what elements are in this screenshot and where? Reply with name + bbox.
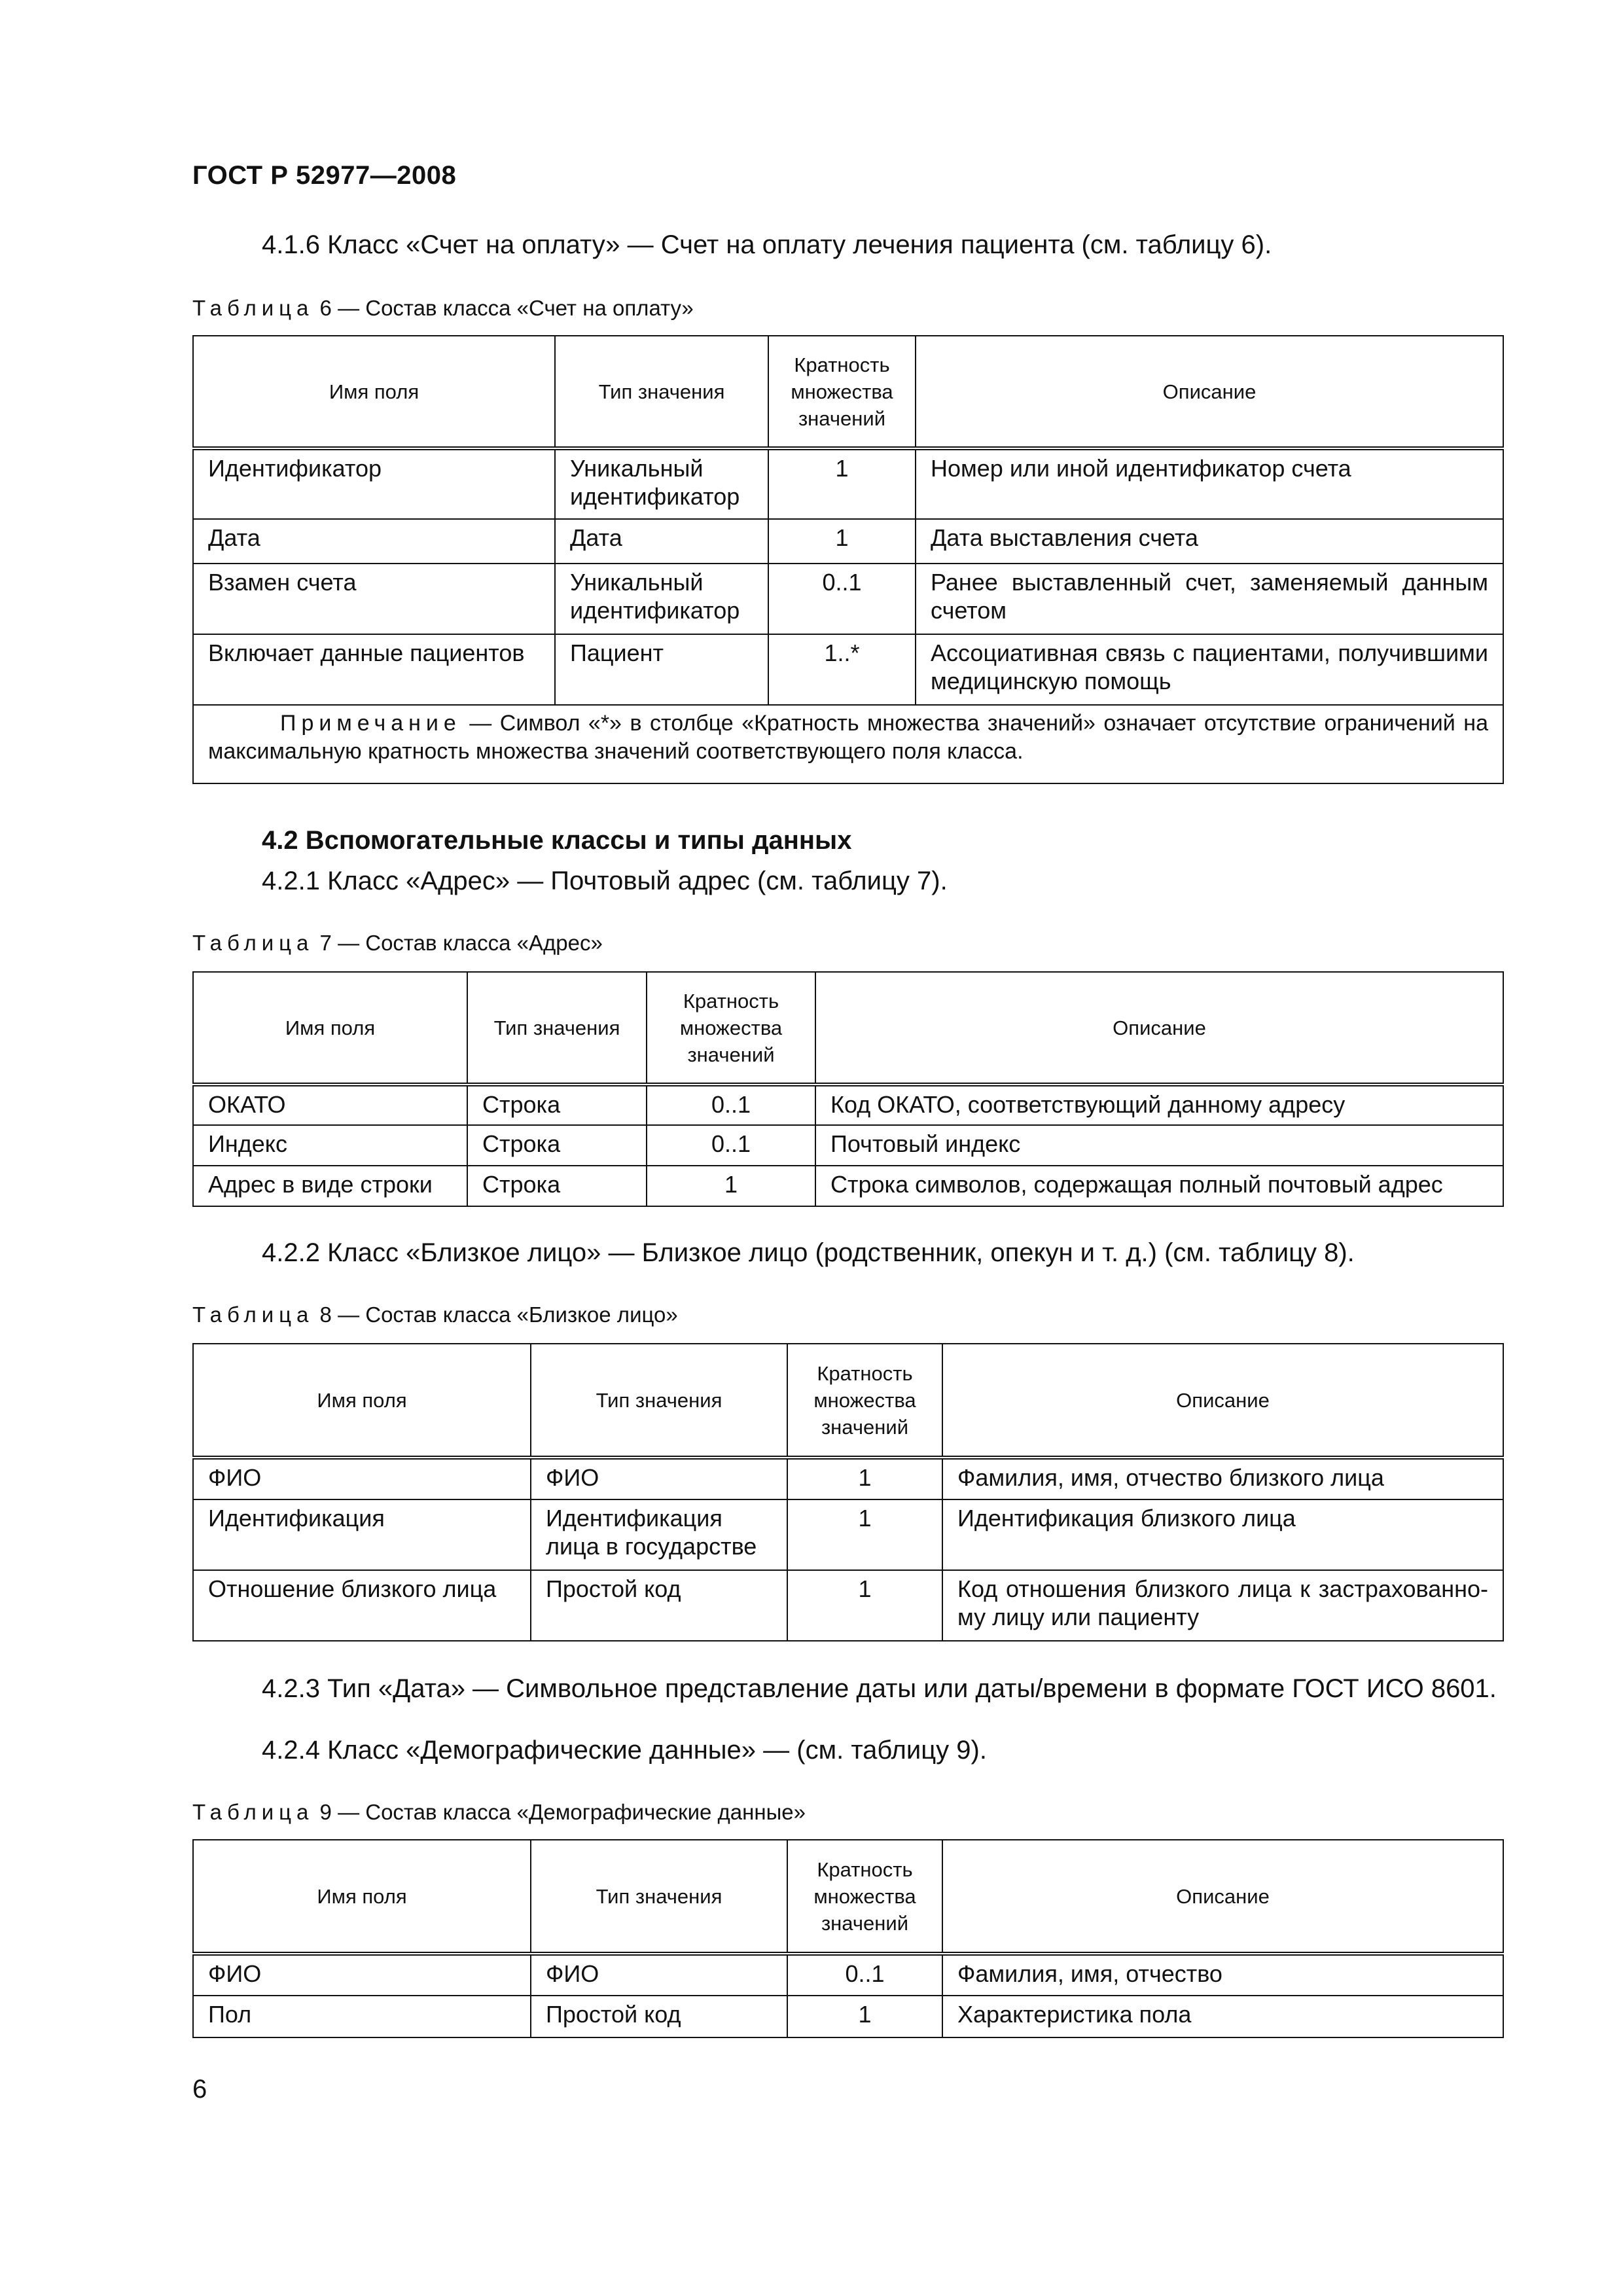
- table-caption-text: 6 — Состав класса «Счет на оплату»: [313, 296, 694, 320]
- table-row: [193, 519, 1503, 564]
- col-header-type: Тип значения: [467, 972, 647, 1085]
- cell-name: Взамен счета: [193, 564, 555, 634]
- cell-multiplicity: 1: [787, 1570, 942, 1641]
- table-8: [192, 1343, 1504, 1641]
- col-header-type: Тип значения: [531, 1344, 787, 1458]
- col-header-multiplicity: Кратность множества значений: [768, 336, 916, 448]
- cell-description: Номер или иной идентификатор счета: [916, 448, 1503, 519]
- document-standard-number: ГОСТ Р 52977—2008: [192, 161, 457, 190]
- cell-type: Идентификация лица в государстве: [531, 1499, 787, 1570]
- cell-name: ФИО: [193, 1954, 531, 1996]
- cell-description: Характеристика пола: [942, 1996, 1503, 2037]
- col-header-description: Описание: [815, 972, 1503, 1085]
- col-header-multiplicity: Кратность множества значений: [787, 1344, 942, 1458]
- cell-multiplicity: 1: [647, 1166, 815, 1206]
- cell-name: Дата: [193, 519, 555, 564]
- table-7: [192, 971, 1504, 1207]
- table-caption-text: 8 — Состав класса «Близкое лицо»: [313, 1302, 678, 1327]
- cell-type: Уникальный идентификатор: [555, 564, 768, 634]
- cell-multiplicity: 0..1: [647, 1085, 815, 1125]
- table-row: [193, 1458, 1503, 1499]
- col-header-type: Тип значения: [531, 1840, 787, 1954]
- cell-name: Включает данные пациентов: [193, 634, 555, 705]
- col-header-description: Описание: [942, 1344, 1503, 1458]
- cell-multiplicity: 1: [787, 1458, 942, 1499]
- cell-description: Ранее выставленный счет, заменяемый данным счетом: [916, 564, 1503, 634]
- table-header-row: [193, 1344, 1503, 1458]
- table-label: Таблица: [192, 1800, 314, 1824]
- cell-name: Адрес в виде строки: [193, 1166, 467, 1206]
- cell-description: Код ОКАТО, соответствующий данному адресу: [815, 1085, 1503, 1125]
- paragraph-4-2-1: 4.2.1 Класс «Адрес» — Почтовый адрес (см. таблицу 7).: [262, 867, 948, 895]
- cell-multiplicity: 0..1: [768, 564, 916, 634]
- cell-name: Индекс: [193, 1125, 467, 1166]
- col-header-multiplicity: Кратность множества значений: [647, 972, 815, 1085]
- table-row: [193, 1085, 1503, 1125]
- table-9-caption: [192, 1800, 806, 1825]
- page-number: 6: [192, 2075, 207, 2104]
- table-header-row: [193, 972, 1503, 1085]
- table-row: [193, 634, 1503, 705]
- table-8-caption: [192, 1302, 678, 1327]
- paragraph-4-2-3: 4.2.3 Тип «Дата» — Символьное представление даты или даты/времени в формате ГОСТ ИСО 8601.: [262, 1674, 1497, 1703]
- cell-name: Идентификация: [193, 1499, 531, 1570]
- cell-type: Дата: [555, 519, 768, 564]
- paragraph-4-2-2: 4.2.2 Класс «Близкое лицо» — Близкое лицо (родственник, опекун и т. д.) (см. таблицу 8).: [262, 1238, 1355, 1267]
- table-caption-text: 7 — Состав класса «Адрес»: [313, 931, 603, 955]
- cell-name: ОКАТО: [193, 1085, 467, 1125]
- cell-name: Пол: [193, 1996, 531, 2037]
- col-header-description: Описание: [916, 336, 1503, 448]
- cell-type: Простой код: [531, 1570, 787, 1641]
- note-label: Примечание: [280, 711, 461, 736]
- cell-type: Строка: [467, 1125, 647, 1166]
- table-row: [193, 448, 1503, 519]
- cell-name: ФИО: [193, 1458, 531, 1499]
- cell-multiplicity: 1: [787, 1996, 942, 2037]
- cell-description: Идентификация близкого лица: [942, 1499, 1503, 1570]
- col-header-multiplicity: Кратность множества значений: [787, 1840, 942, 1954]
- col-header-type: Тип значения: [555, 336, 768, 448]
- cell-multiplicity: 1: [768, 519, 916, 564]
- table-header-row: [193, 1840, 1503, 1954]
- paragraph-4-1-6: 4.1.6 Класс «Счет на оплату» — Счет на оплату лечения пациента (см. таблицу 6).: [262, 230, 1272, 259]
- col-header-name: Имя поля: [193, 1344, 531, 1458]
- table-row: [193, 1996, 1503, 2037]
- cell-multiplicity: 1: [768, 448, 916, 519]
- table-note-row: [193, 705, 1503, 783]
- col-header-name: Имя поля: [193, 1840, 531, 1954]
- cell-multiplicity: 1: [787, 1499, 942, 1570]
- cell-description: Строка символов, содержащая полный почтовый адрес: [815, 1166, 1503, 1206]
- table-label: Таблица: [192, 1302, 314, 1327]
- cell-name: Идентификатор: [193, 448, 555, 519]
- cell-multiplicity: 0..1: [787, 1954, 942, 1996]
- cell-name: Отношение близкого лица: [193, 1570, 531, 1641]
- cell-description: Дата выставления счета: [916, 519, 1503, 564]
- table-6-caption: [192, 296, 694, 321]
- cell-description: Фамилия, имя, отчество: [942, 1954, 1503, 1996]
- table-row: [193, 1499, 1503, 1570]
- cell-description: Фамилия, имя, отчество близкого лица: [942, 1458, 1503, 1499]
- table-row: [193, 1570, 1503, 1641]
- table-row: [193, 564, 1503, 634]
- table-header-row: [193, 336, 1503, 448]
- col-header-name: Имя поля: [193, 336, 555, 448]
- table-row: [193, 1166, 1503, 1206]
- cell-type: ФИО: [531, 1954, 787, 1996]
- table-6: [192, 335, 1504, 784]
- cell-description: Код отношения близкого лица к застрахованному лицу или пациенту: [942, 1570, 1503, 1641]
- cell-description: Ассоциативная связь с пациентами, получившими медицинскую помощь: [916, 634, 1503, 705]
- table-label: Таблица: [192, 931, 314, 955]
- table-label: Таблица: [192, 296, 314, 320]
- table-row: [193, 1125, 1503, 1166]
- col-header-description: Описание: [942, 1840, 1503, 1954]
- col-header-name: Имя поля: [193, 972, 467, 1085]
- table-row: [193, 1954, 1503, 1996]
- paragraph-4-2-4: 4.2.4 Класс «Демографические данные» — (см. таблицу 9).: [262, 1736, 987, 1765]
- table-note: [193, 705, 1503, 783]
- section-heading-4-2: 4.2 Вспомогательные классы и типы данных: [262, 826, 852, 855]
- cell-type: ФИО: [531, 1458, 787, 1499]
- note-text: — Символ «*» в столбце «Кратность множества значений» означает отсутствие ограничений на максимальную кратность множества значений соответствующего поля класса.: [208, 711, 1488, 764]
- cell-type: Простой код: [531, 1996, 787, 2037]
- table-9: [192, 1839, 1504, 2038]
- cell-type: Строка: [467, 1166, 647, 1206]
- cell-description: Почтовый индекс: [815, 1125, 1503, 1166]
- table-caption-text: 9 — Состав класса «Демографические данные»: [313, 1800, 806, 1824]
- table-7-caption: [192, 931, 603, 956]
- cell-type: Пациент: [555, 634, 768, 705]
- cell-type: Строка: [467, 1085, 647, 1125]
- cell-multiplicity: 0..1: [647, 1125, 815, 1166]
- cell-type: Уникальный идентификатор: [555, 448, 768, 519]
- cell-multiplicity: 1..*: [768, 634, 916, 705]
